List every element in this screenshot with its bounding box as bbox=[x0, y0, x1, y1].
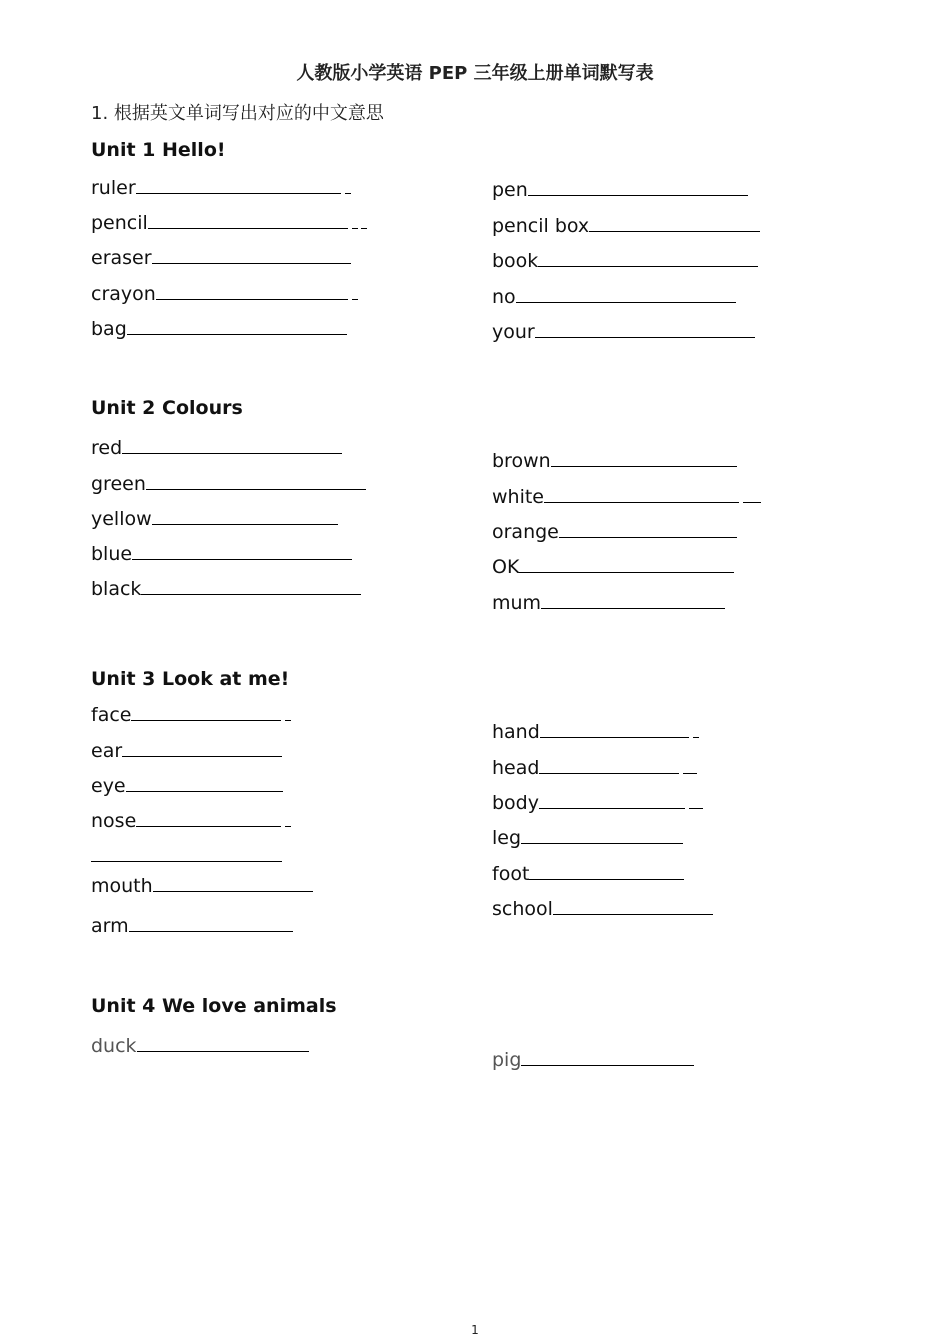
answer-blank[interactable] bbox=[127, 333, 347, 335]
answer-blank[interactable] bbox=[148, 227, 348, 229]
word-label: ruler bbox=[91, 177, 136, 199]
worksheet-title: 人教版小学英语 PEP 三年级上册单词默写表 bbox=[296, 63, 654, 84]
word-entry bbox=[492, 791, 703, 815]
answer-blank[interactable] bbox=[516, 301, 736, 303]
word-label: orange bbox=[492, 521, 559, 543]
word-entry bbox=[492, 214, 760, 238]
word-entry bbox=[492, 520, 737, 544]
word-entry bbox=[492, 320, 755, 344]
word-label: pig bbox=[492, 1049, 522, 1071]
word-label: book bbox=[492, 250, 539, 272]
word-entry bbox=[492, 285, 736, 309]
answer-blank-tail bbox=[285, 719, 291, 721]
word-label: face bbox=[91, 704, 132, 726]
unit-4-heading: Unit 4 We love animals bbox=[91, 995, 337, 1017]
word-entry bbox=[91, 176, 351, 200]
word-label: green bbox=[91, 473, 146, 495]
word-entry bbox=[91, 542, 352, 566]
answer-blank[interactable] bbox=[129, 930, 293, 932]
answer-blank[interactable] bbox=[521, 1064, 694, 1066]
word-label: crayon bbox=[91, 283, 156, 305]
word-label: white bbox=[492, 486, 544, 508]
word-label: red bbox=[91, 437, 123, 459]
word-entry bbox=[91, 874, 313, 898]
answer-blank[interactable] bbox=[553, 913, 713, 915]
answer-blank-tail bbox=[693, 736, 699, 738]
word-label: your bbox=[492, 321, 535, 343]
answer-blank[interactable] bbox=[146, 488, 366, 490]
answer-blank[interactable] bbox=[544, 501, 739, 503]
word-entry bbox=[492, 249, 758, 273]
word-label: foot bbox=[492, 863, 530, 885]
word-label: OK bbox=[492, 556, 520, 578]
answer-blank[interactable] bbox=[136, 825, 281, 827]
word-label: body bbox=[492, 792, 539, 814]
word-label: pencil bbox=[91, 212, 148, 234]
word-entry bbox=[91, 577, 361, 601]
answer-blank[interactable] bbox=[152, 262, 351, 264]
word-label: head bbox=[492, 757, 540, 779]
word-entry bbox=[91, 739, 282, 763]
word-entry bbox=[91, 436, 342, 460]
answer-blank[interactable] bbox=[141, 593, 361, 595]
word-label: pencil box bbox=[492, 215, 590, 237]
word-label: nose bbox=[91, 810, 137, 832]
word-entry bbox=[492, 449, 737, 473]
word-entry bbox=[492, 756, 697, 780]
word-entry bbox=[91, 507, 338, 531]
answer-blank[interactable] bbox=[122, 755, 282, 757]
answer-blank[interactable] bbox=[529, 878, 684, 880]
word-label: no bbox=[492, 286, 516, 308]
word-entry bbox=[492, 826, 683, 850]
word-label: mum bbox=[492, 592, 542, 614]
answer-blank[interactable] bbox=[540, 736, 689, 738]
unit-3-heading: Unit 3 Look at me! bbox=[91, 668, 290, 690]
answer-blank[interactable] bbox=[521, 842, 683, 844]
answer-blank-tail bbox=[352, 298, 358, 300]
word-label: duck bbox=[91, 1035, 137, 1057]
answer-blank[interactable] bbox=[539, 772, 679, 774]
word-entry bbox=[91, 774, 283, 798]
word-label: black bbox=[91, 578, 142, 600]
answer-blank-tail bbox=[285, 825, 291, 827]
word-label: blue bbox=[91, 543, 133, 565]
answer-blank[interactable] bbox=[589, 230, 760, 232]
word-entry bbox=[91, 914, 293, 938]
answer-blank[interactable] bbox=[153, 890, 313, 892]
answer-blank[interactable] bbox=[559, 536, 737, 538]
word-entry bbox=[492, 485, 761, 509]
word-label: school bbox=[492, 898, 553, 920]
answer-blank[interactable] bbox=[122, 452, 342, 454]
word-entry bbox=[492, 1048, 694, 1072]
answer-blank[interactable] bbox=[152, 523, 338, 525]
word-label: arm bbox=[91, 915, 129, 937]
answer-blank[interactable] bbox=[541, 607, 725, 609]
instruction: 1. 根据英文单词写出对应的中文意思 bbox=[91, 103, 384, 124]
answer-blank-tail bbox=[361, 227, 367, 229]
answer-blank[interactable] bbox=[156, 298, 348, 300]
word-label: mouth bbox=[91, 875, 153, 897]
word-entry bbox=[492, 862, 684, 886]
answer-blank[interactable] bbox=[137, 1050, 309, 1052]
answer-blank-tail bbox=[352, 227, 358, 229]
word-entry bbox=[91, 317, 347, 341]
answer-blank[interactable] bbox=[539, 807, 685, 809]
word-label: eye bbox=[91, 775, 126, 797]
page-number: 1 bbox=[471, 1323, 479, 1337]
word-label: hand bbox=[492, 721, 540, 743]
answer-blank[interactable] bbox=[136, 192, 341, 194]
answer-blank[interactable] bbox=[535, 336, 755, 338]
answer-blank-tail bbox=[689, 807, 703, 809]
word-entry bbox=[492, 897, 713, 921]
word-entry bbox=[91, 1034, 309, 1058]
answer-blank[interactable] bbox=[131, 719, 281, 721]
answer-blank-tail bbox=[683, 772, 697, 774]
word-label: pen bbox=[492, 179, 528, 201]
word-label: leg bbox=[492, 827, 522, 849]
word-entry bbox=[91, 246, 351, 270]
answer-blank[interactable] bbox=[528, 194, 748, 196]
word-entry bbox=[91, 211, 367, 235]
answer-blank-tail bbox=[743, 501, 761, 503]
word-label: eraser bbox=[91, 247, 152, 269]
word-entry bbox=[91, 472, 366, 496]
word-entry bbox=[492, 178, 748, 202]
word-label: bag bbox=[91, 318, 127, 340]
word-entry bbox=[91, 282, 358, 306]
answer-blank-tail bbox=[345, 192, 351, 194]
extra-answer-line[interactable] bbox=[91, 860, 282, 862]
unit-1-heading: Unit 1 Hello! bbox=[91, 139, 226, 161]
unit-2-heading: Unit 2 Colours bbox=[91, 397, 243, 419]
word-label: ear bbox=[91, 740, 123, 762]
word-label: yellow bbox=[91, 508, 152, 530]
answer-blank[interactable] bbox=[538, 265, 758, 267]
word-entry bbox=[492, 720, 699, 744]
answer-blank[interactable] bbox=[126, 790, 283, 792]
word-entry bbox=[492, 555, 734, 579]
word-entry bbox=[91, 703, 291, 727]
word-entry bbox=[91, 809, 291, 833]
answer-blank[interactable] bbox=[551, 465, 737, 467]
answer-blank[interactable] bbox=[519, 571, 734, 573]
answer-blank[interactable] bbox=[132, 558, 352, 560]
word-label: brown bbox=[492, 450, 551, 472]
word-entry bbox=[492, 591, 725, 615]
